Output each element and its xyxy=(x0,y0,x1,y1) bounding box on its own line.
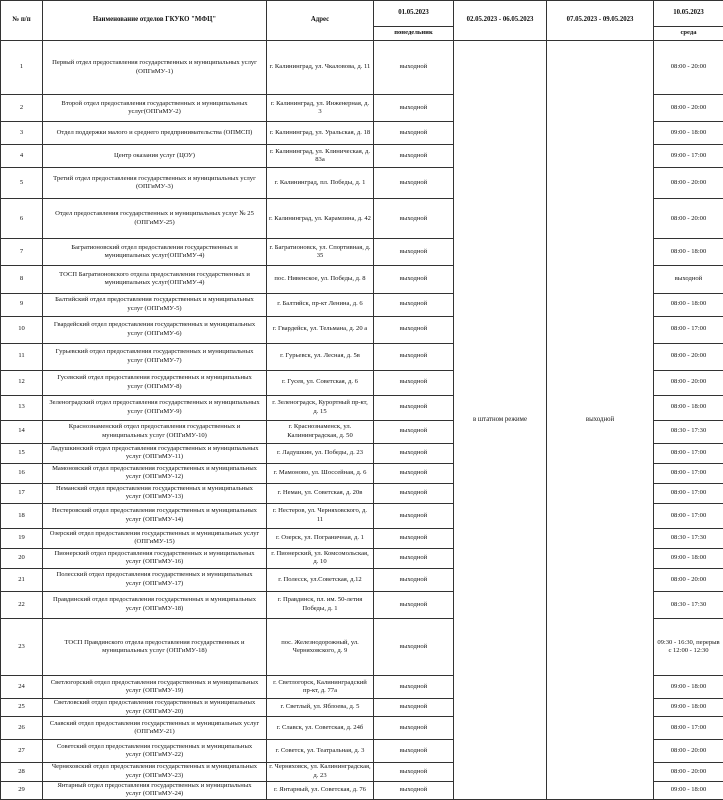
row-may10: 09:00 - 18:00 xyxy=(654,699,723,717)
row-name: Ладушкинский отдел предоставления государственных и муниципальных услуг (ОПГиМУ-11) xyxy=(43,443,267,463)
row-may1: выходной xyxy=(374,199,454,239)
row-name: Озерский отдел предоставления государственных и муниципальных услуг (ОПГиМУ-15) xyxy=(43,528,267,548)
row-may1: выходной xyxy=(374,145,454,168)
row-name: Пионерский отдел предоставления государственных и муниципальных услуг (ОПГиМУ-16) xyxy=(43,548,267,568)
row-address: г. Калининград, ул. Уральская, д. 18 xyxy=(267,122,374,145)
row-num: 26 xyxy=(1,717,43,740)
header-row xyxy=(1,1,723,27)
row-address: г. Славск, ул. Советская, д. 24б xyxy=(267,717,374,740)
table-row xyxy=(1,41,723,95)
row-may1: выходной xyxy=(374,463,454,483)
row-name: ТОСП Багратионовского отдела предоставления государственных и муниципальных услуг(ОПГиМУ-4) xyxy=(43,266,267,293)
row-may10: 08:30 - 17:30 xyxy=(654,528,723,548)
row-address: г. Черняховск, ул. Калининградская, д. 23 xyxy=(267,763,374,781)
row-num: 21 xyxy=(1,568,43,591)
row-may10: 09:30 - 16:30, перерыв с 12:00 - 12:30 xyxy=(654,619,723,676)
row-may10: 08:00 - 20:00 xyxy=(654,41,723,95)
row-num: 17 xyxy=(1,483,43,503)
row-may1: выходной xyxy=(374,316,454,343)
row-num: 18 xyxy=(1,503,43,528)
row-may10: 08:30 - 17:30 xyxy=(654,592,723,619)
row-num: 8 xyxy=(1,266,43,293)
row-name: Черняховский отдел предоставления государственных и муниципальных услуг (ОПГиМУ-23) xyxy=(43,763,267,781)
row-may1: выходной xyxy=(374,483,454,503)
row-address: г. Калининград, ул. Чкаловова, д. 11 xyxy=(267,41,374,95)
row-num: 29 xyxy=(1,781,43,799)
row-may1: выходной xyxy=(374,95,454,122)
row-name: Славский отдел предоставления государственных и муниципальных услуг (ОПГиМУ-21) xyxy=(43,717,267,740)
row-address: г. Нестеров, ул. Черняховского, д. 11 xyxy=(267,503,374,528)
merged-col3-status: выходной xyxy=(547,41,654,800)
row-address: г. Мамоново, ул. Шоссейная, д. 6 xyxy=(267,463,374,483)
row-num: 3 xyxy=(1,122,43,145)
merged-col2-status: в штатном режиме xyxy=(454,41,547,800)
row-name: Правдинский отдел предоставления государственных и муниципальных услуг (ОПГиМУ-18) xyxy=(43,592,267,619)
header-col4-date: 10.05.2023 xyxy=(654,1,723,27)
row-may10: выходной xyxy=(654,266,723,293)
row-may10: 08:00 - 17:00 xyxy=(654,443,723,463)
row-address: г. Полесск, ул.Советская, д.12 xyxy=(267,568,374,591)
row-may10: 08:00 - 18:00 xyxy=(654,293,723,316)
row-may1: выходной xyxy=(374,781,454,799)
header-col1-day: понедельник xyxy=(374,27,454,41)
row-address: г. Озерск, ул. Пограничная, д. 1 xyxy=(267,528,374,548)
row-may10: 08:00 - 20:00 xyxy=(654,763,723,781)
header-col1-date: 01.05.2023 xyxy=(374,1,454,27)
row-may10: 08:00 - 17:00 xyxy=(654,316,723,343)
row-num: 6 xyxy=(1,199,43,239)
row-address: пос. Нивенское, ул. Победы, д. 8 xyxy=(267,266,374,293)
row-num: 5 xyxy=(1,168,43,199)
row-may10: 09:00 - 18:00 xyxy=(654,781,723,799)
row-address: г. Зеленоградск, Курортный пр-кт, д. 15 xyxy=(267,395,374,420)
row-num: 24 xyxy=(1,676,43,699)
row-may1: выходной xyxy=(374,395,454,420)
row-num: 16 xyxy=(1,463,43,483)
row-may10: 08:00 - 18:00 xyxy=(654,239,723,266)
row-may10: 08:00 - 20:00 xyxy=(654,168,723,199)
row-address: г. Калининград, ул. Клиническая, д. 83а xyxy=(267,145,374,168)
row-name: Неманский отдел предоставления государственных и муниципальных услуг (ОПГиМУ-13) xyxy=(43,483,267,503)
row-name: Светлогорский отдел предоставления государственных и муниципальных услуг (ОПГиМУ-19) xyxy=(43,676,267,699)
row-may1: выходной xyxy=(374,239,454,266)
row-num: 19 xyxy=(1,528,43,548)
row-name: Балтийский отдел предоставления государственных и муниципальных услуг (ОПГиМУ-5) xyxy=(43,293,267,316)
row-may1: выходной xyxy=(374,763,454,781)
row-address: г. Балтийск, пр-кт Ленина, д. 6 xyxy=(267,293,374,316)
row-num: 2 xyxy=(1,95,43,122)
row-address: г. Гурьевск, ул. Лесная, д. 5в xyxy=(267,343,374,370)
row-address: г. Неман, ул. Советская, д. 20в xyxy=(267,483,374,503)
row-num: 11 xyxy=(1,343,43,370)
row-name: Янтарный отдел предоставления государственных и муниципальных услуг (ОПГиМУ-24) xyxy=(43,781,267,799)
row-address: г. Ладушкин, ул. Победы, д. 23 xyxy=(267,443,374,463)
row-may10: 09:00 - 17:00 xyxy=(654,145,723,168)
row-may1: выходной xyxy=(374,41,454,95)
row-name: Краснознаменский отдел предоставления государственных и муниципальных услуг (ОПГиМУ-10) xyxy=(43,420,267,443)
header-col4-day: среда xyxy=(654,27,723,41)
row-num: 10 xyxy=(1,316,43,343)
row-address: г. Светлогорск, Калининградский пр-кт, д. 77а xyxy=(267,676,374,699)
row-name: Светловский отдел предоставления государственных и муниципальных услуг (ОПГиМУ-20) xyxy=(43,699,267,717)
row-name: Багратионовский отдел предоставления государственных и муниципальных услуг(ОПГиМУ-4) xyxy=(43,239,267,266)
row-may10: 08:00 - 17:00 xyxy=(654,483,723,503)
row-num: 15 xyxy=(1,443,43,463)
row-may1: выходной xyxy=(374,699,454,717)
row-may10: 08:00 - 20:00 xyxy=(654,343,723,370)
row-address: г. Гусев, ул. Советская, д. 6 xyxy=(267,370,374,395)
row-may1: выходной xyxy=(374,122,454,145)
row-address: г. Краснознаменск, ул. Калининградская, д. 50 xyxy=(267,420,374,443)
row-may1: выходной xyxy=(374,168,454,199)
row-may1: выходной xyxy=(374,420,454,443)
row-may10: 08:00 - 20:00 xyxy=(654,568,723,591)
row-address: г. Гвардейск, ул. Тельмана, д. 20 а xyxy=(267,316,374,343)
header-num: № п/п xyxy=(1,1,43,41)
row-address: г. Калининград, пл. Победы, д. 1 xyxy=(267,168,374,199)
row-may1: выходной xyxy=(374,676,454,699)
row-name: Гвардейский отдел предоставления государственных и муниципальных услуг (ОПГиМУ-6) xyxy=(43,316,267,343)
row-num: 12 xyxy=(1,370,43,395)
row-num: 22 xyxy=(1,592,43,619)
row-may10: 09:00 - 18:00 xyxy=(654,676,723,699)
row-may10: 08:30 - 17:30 xyxy=(654,420,723,443)
row-num: 27 xyxy=(1,740,43,763)
row-may1: выходной xyxy=(374,370,454,395)
row-name: Полесский отдел предоставления государственных и муниципальных услуг (ОПГиМУ-17) xyxy=(43,568,267,591)
row-may10: 08:00 - 17:00 xyxy=(654,503,723,528)
row-num: 1 xyxy=(1,41,43,95)
row-may10: 08:00 - 20:00 xyxy=(654,95,723,122)
row-name: Первый отдел предоставления государственных и муниципальных услуг (ОПГиМУ-1) xyxy=(43,41,267,95)
header-col2-date: 02.05.2023 - 06.05.2023 xyxy=(454,1,547,41)
row-name: Гусевский отдел предоставления государственных и муниципальных услуг (ОПГиМУ-8) xyxy=(43,370,267,395)
row-name: Мамоновский отдел предоставления государственных и муниципальных услуг (ОПГиМУ-12) xyxy=(43,463,267,483)
row-name: Советский отдел предоставления государственных и муниципальных услуг (ОПГиМУ-22) xyxy=(43,740,267,763)
row-may1: выходной xyxy=(374,568,454,591)
row-may1: выходной xyxy=(374,619,454,676)
row-may10: 09:00 - 18:00 xyxy=(654,548,723,568)
row-may10: 08:00 - 17:00 xyxy=(654,717,723,740)
row-num: 25 xyxy=(1,699,43,717)
row-name: Второй отдел предоставления государственных и муниципальных услуг(ОПГиМУ-2) xyxy=(43,95,267,122)
row-num: 7 xyxy=(1,239,43,266)
row-num: 9 xyxy=(1,293,43,316)
row-may1: выходной xyxy=(374,717,454,740)
row-may1: выходной xyxy=(374,443,454,463)
row-num: 23 xyxy=(1,619,43,676)
header-name: Наименование отделов ГКУКО "МФЦ" xyxy=(43,1,267,41)
row-address: г. Янтарный, ул. Советская, д. 76 xyxy=(267,781,374,799)
row-name: Центр оказания услуг (ЦОУ) xyxy=(43,145,267,168)
row-address: г. Пионерский, ул. Комсомольская, д. 10 xyxy=(267,548,374,568)
row-may10: 08:00 - 18:00 xyxy=(654,395,723,420)
row-name: Гурьевский отдел предоставления государственных и муниципальных услуг (ОПГиМУ-7) xyxy=(43,343,267,370)
row-may10: 08:00 - 20:00 xyxy=(654,370,723,395)
row-may10: 08:00 - 17:00 xyxy=(654,463,723,483)
row-may1: выходной xyxy=(374,592,454,619)
row-may1: выходной xyxy=(374,343,454,370)
row-address: пос. Железнодорожный, ул. Черняховского, д. 9 xyxy=(267,619,374,676)
row-name: Зеленоградский отдел предоставления государственных и муниципальных услуг (ОПГиМУ-9) xyxy=(43,395,267,420)
row-num: 4 xyxy=(1,145,43,168)
row-may1: выходной xyxy=(374,528,454,548)
row-name: Отдел предоставления государственных и муниципальных услуг № 25 (ОПГиМУ-25) xyxy=(43,199,267,239)
row-may1: выходной xyxy=(374,266,454,293)
row-num: 20 xyxy=(1,548,43,568)
row-address: г. Светлый, ул. Яблоева, д. 5 xyxy=(267,699,374,717)
row-num: 28 xyxy=(1,763,43,781)
row-may10: 09:00 - 18:00 xyxy=(654,122,723,145)
row-name: Третий отдел предоставления государственных и муниципальных услуг (ОПГиМУ-3) xyxy=(43,168,267,199)
row-num: 14 xyxy=(1,420,43,443)
row-may1: выходной xyxy=(374,740,454,763)
row-name: Отдел поддержки малого и среднего предпринимательства (ОПМСП) xyxy=(43,122,267,145)
row-address: г. Калининград, ул. Карамзина, д. 42 xyxy=(267,199,374,239)
header-address: Адрес xyxy=(267,1,374,41)
row-name: ТОСП Правдинского отдела предоставления государственных и муниципальных услуг (ОПГиМУ-18) xyxy=(43,619,267,676)
row-may1: выходной xyxy=(374,293,454,316)
row-address: г. Багратионовск, ул. Спортивная, д. 35 xyxy=(267,239,374,266)
row-name: Нестеровский отдел предоставления государственных и муниципальных услуг (ОПГиМУ-14) xyxy=(43,503,267,528)
row-address: г. Калининград, ул. Инженерная, д. 3 xyxy=(267,95,374,122)
row-may10: 08:00 - 20:00 xyxy=(654,740,723,763)
row-num: 13 xyxy=(1,395,43,420)
row-may1: выходной xyxy=(374,503,454,528)
row-address: г. Советск, ул. Театральная, д. 3 xyxy=(267,740,374,763)
row-may1: выходной xyxy=(374,548,454,568)
header-col3-date: 07.05.2023 - 09.05.2023 xyxy=(547,1,654,41)
row-address: г. Правдинск, пл. им. 50-летия Победы, д. 1 xyxy=(267,592,374,619)
row-may10: 08:00 - 20:00 xyxy=(654,199,723,239)
